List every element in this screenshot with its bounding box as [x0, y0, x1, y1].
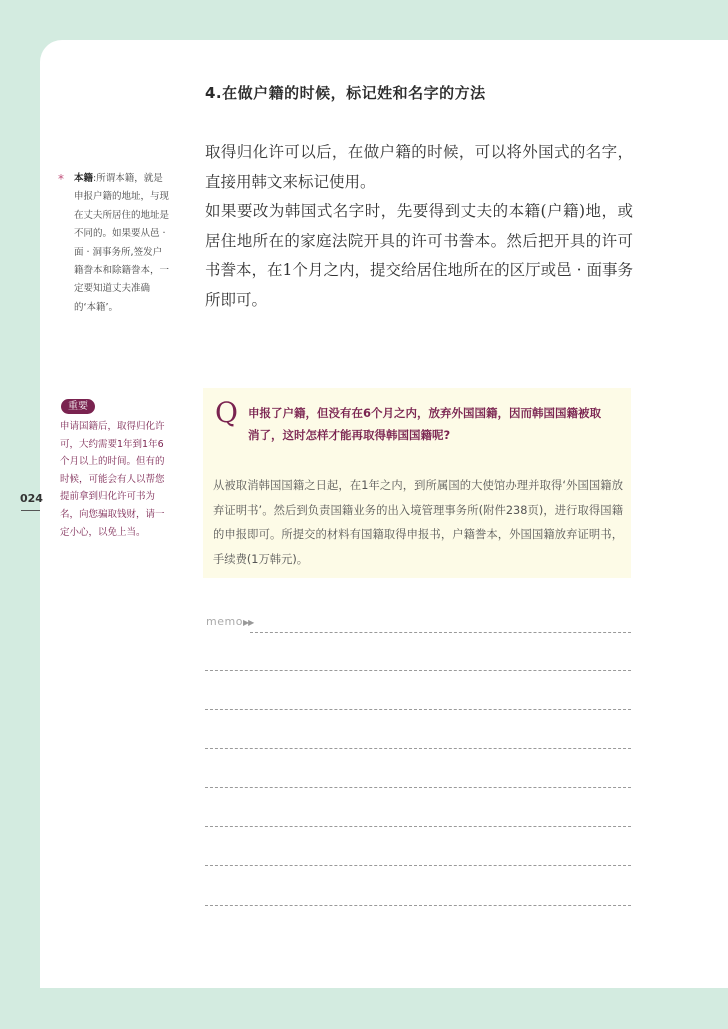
important-badge: 重要	[61, 399, 95, 414]
qa-box	[203, 388, 631, 578]
side-note-text: :所谓本籍，就是申报户籍的地址，与现在丈夫所居住的地址是不同的。如果要从邑 · 面 · 洞事务所,签发户籍誊本和除籍誊本，一定要知道丈夫准确的‘本籍’。	[74, 173, 170, 313]
answer-text: 从被取消韩国国籍之日起，在1年之内，到所属国的大使馆办理并取得‘外国国籍放弃证明书’。然后到负责国籍业务的出入境管理事务所(附件238页)，进行取得国籍的申报即可。所提交的材料有国籍取得申报书，户籍誊本，外国国籍放弃证明书，手续费(1万韩元)。	[213, 479, 623, 566]
side-note-body	[58, 170, 170, 317]
body-paragraph-1: 取得归化许可以后，在做户籍的时候，可以将外国式的名字，直接用韩文来标记使用。	[205, 143, 633, 191]
memo-text: memo	[206, 615, 243, 628]
question-text: 申报了户籍，但没有在6个月之内，放弃外国国籍，因而韩国国籍被取消了，这时怎样才能再取得韩国国籍呢?	[248, 406, 601, 442]
page-number-rule	[21, 510, 40, 511]
memo-line	[250, 632, 631, 633]
page-number: 024	[20, 492, 43, 505]
main-body-text	[205, 138, 633, 315]
memo-line	[205, 748, 631, 749]
memo-line	[205, 787, 631, 788]
double-arrow-icon: ▶▶	[242, 618, 254, 627]
section-title: 4.在做户籍的时候，标记姓和名字的方法	[205, 84, 486, 102]
side-note-term: 本籍	[74, 173, 94, 184]
memo-line	[205, 905, 631, 906]
side-note	[58, 170, 170, 317]
memo-line	[205, 826, 631, 827]
important-note-text: 申请国籍后，取得归化许可，大约需要1年到1年6个月以上的时间。但有的时候，可能会有人以帮您提前拿到归化许可书为名，向您骗取钱财，请一定小心，以免上当。	[60, 421, 165, 538]
memo-line	[205, 865, 631, 866]
memo-line	[205, 709, 631, 710]
body-paragraph-2: 如果要改为韩国式名字时，先要得到丈夫的本籍(户籍)地，或居住地所在的家庭法院开具的许可书誊本。然后把开具的许可书誊本，在1个月之内，提交给居住地所在的区厅或邑 · 面事务所即可。	[205, 202, 633, 309]
memo-line	[205, 670, 631, 671]
question-mark-icon: Q	[215, 396, 238, 429]
asterisk-icon: *	[58, 172, 64, 186]
memo-label	[206, 615, 253, 628]
